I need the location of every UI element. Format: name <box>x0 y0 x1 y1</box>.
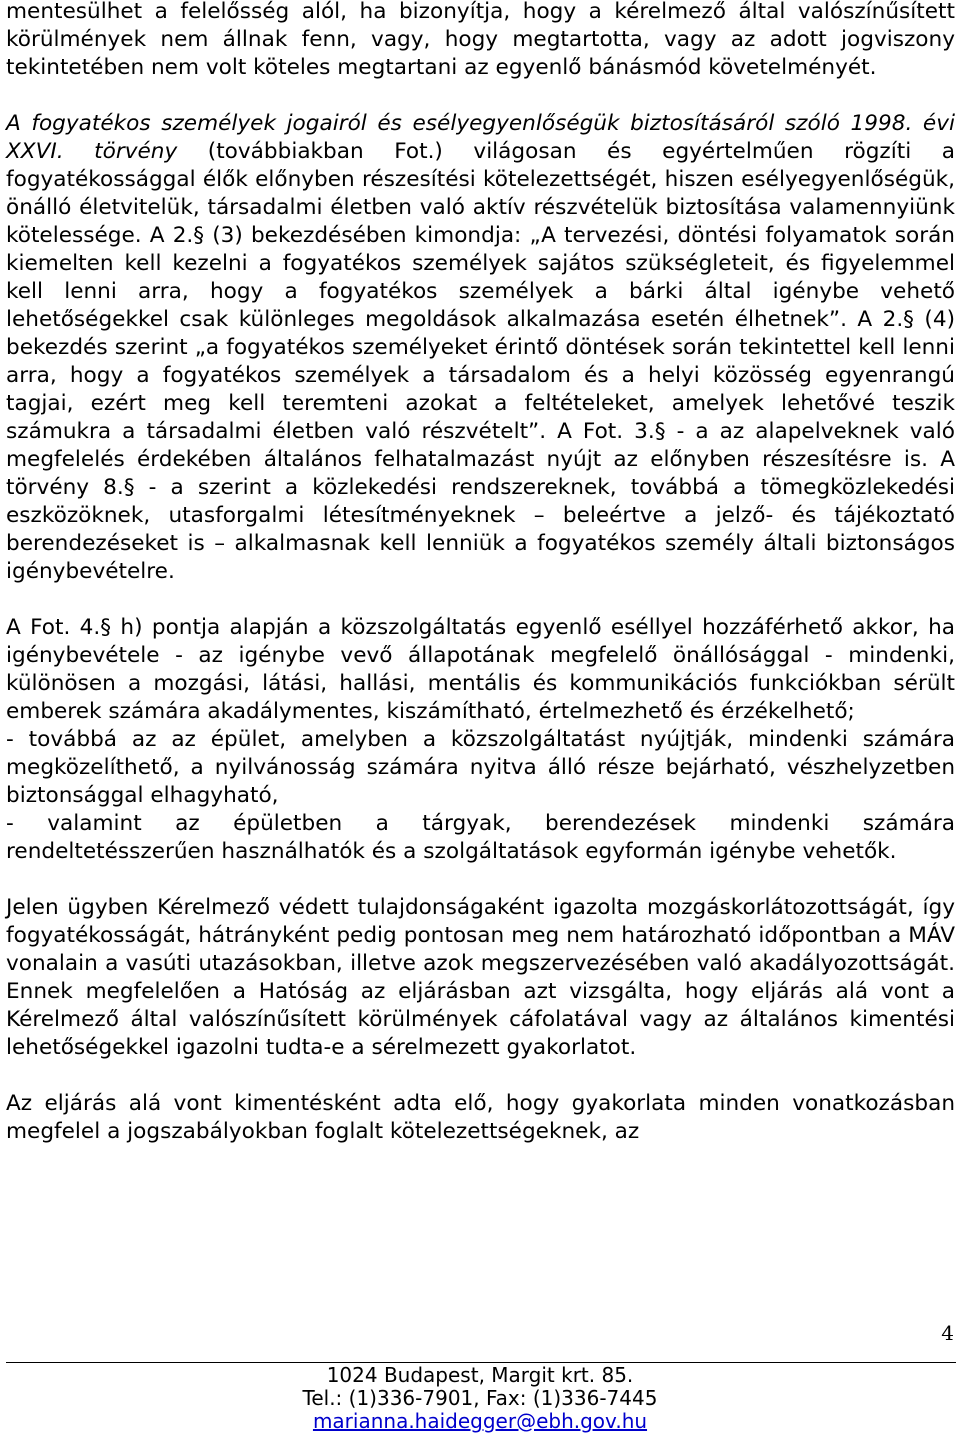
paragraph <box>6 810 955 866</box>
text-segment: A Fot. 4.§ h) pontja alapján a közszolgáltatás egyenlő eséllyel hozzáférhető akkor, ha igénybevétele - az igénybe vevő állapotának megfelelő önállósággal - mindenki, különösen a mozgási, látási, hallási, mentális és kommunikációs funkciókban sérült emberek számára akadálymentes, kiszámítható, értelmezhető és érzékelhető; <box>6 615 955 724</box>
text-segment: - valamint az épületben a tárgyak, berendezések mindenki számára rendeltetésszerűen használhatók és a szolgáltatások egyformán igénybe vehetők. <box>6 811 955 864</box>
text-segment: (továbbiakban Fot.) világosan és egyértelműen rögzíti a fogyatékossággal élők előnyben részesítési kötelezettségét, hiszen esélyegyenlőségük, önálló életvitelük, társadalmi életben való aktív részvételük biztosítása valamennyiünk kötelessége. A 2.§ (3) bekezdésében kimondja: „A tervezési, döntési folyamatok során kiemelten kell kezelni a fogyatékos személyek sajátos szükségleteit, és figyelemmel kell lenni arra, hogy a fogyatékos személyek a bárki által igénybe vehető lehetőségekkel csak különleges megoldások alkalmazása esetén élhetnek”. A 2.§ (4) bekezdés szerint „a fogyatékos személyeket érintő döntések során tekintettel kell lenni arra, hogy a fogyatékos személyek a társadalom és a helyi közösség egyenrangú tagjai, ezért meg kell teremteni azokat a feltételeket, amelyek lehetővé teszik számukra a társadalmi életben való részvételt”. A Fot. 3.§ - a az alapelveknek való megfelelés érdekében általános felhatalmazást nyújt az előnyben részesítésre is. A törvény 8.§ - a szerint a közlekedési rendszereknek, továbbá a tömegközlekedési eszközöknek, utasforgalmi létesítményeknek – beleértve a jelző- és tájékoztató berendezéseket is – alkalmasnak kell lenniük a fogyatékos személy általi biztonságos igénybevételre. <box>6 139 955 584</box>
paragraph <box>6 1090 955 1146</box>
paragraph <box>6 0 955 82</box>
paragraph <box>6 614 955 726</box>
paragraph <box>6 726 955 810</box>
document-body <box>6 0 955 1146</box>
footer-phone-fax: Tel.: (1)336-7901, Fax: (1)336-7445 <box>302 1386 658 1410</box>
page-number: 4 <box>941 1321 954 1345</box>
text-segment: Az eljárás alá vont kimentésként adta elő, hogy gyakorlata minden vonatkozásban megfelel a jogszabályokban foglalt kötelezettségeknek, az <box>6 1091 955 1144</box>
page-footer <box>0 1364 960 1433</box>
text-segment: - továbbá az az épület, amelyben a közszolgáltatást nyújtják, mindenki számára megközelíthető, a nyilvánosság számára nyitva álló része bejárható, vészhelyzetben biztonsággal elhagyható, <box>6 727 955 808</box>
paragraph <box>6 110 955 586</box>
text-segment: Jelen ügyben Kérelmező védett tulajdonságaként igazolta mozgáskorlátozottságát, így fogyatékosságát, hátrányként pedig pontosan meg nem határozható időpontban a MÁV vonalain a vasúti utazásokban, illetve azok megszervezésében való akadályozottságát. Ennek megfelelően a Hatóság az eljárásban azt vizsgálta, hogy eljárás alá vont a Kérelmező által valószínűsített körülmények cáfolatával vagy az általános kimentési lehetőségekkel igazolni tudta-e a sérelmezett gyakorlatot. <box>6 895 955 1060</box>
footer-address: 1024 Budapest, Margit krt. 85. <box>326 1363 634 1387</box>
paragraph <box>6 894 955 1062</box>
italic-text-segment: A fogyatékos személyek jogairól és esélyegyenlőségük biztosításáról szóló 1998. évi XXVI. törvény <box>6 111 955 164</box>
text-segment: mentesülhet a felelősség alól, ha bizonyítja, hogy a kérelmező által valószínűsített körülmények nem állnak fenn, vagy, hogy megtartotta, vagy az adott jogviszony tekintetében nem volt köteles megtartani az egyenlő bánásmód követelményét. <box>6 0 955 80</box>
footer-email-link[interactable]: marianna.haidegger@ebh.gov.hu <box>312 1409 648 1433</box>
